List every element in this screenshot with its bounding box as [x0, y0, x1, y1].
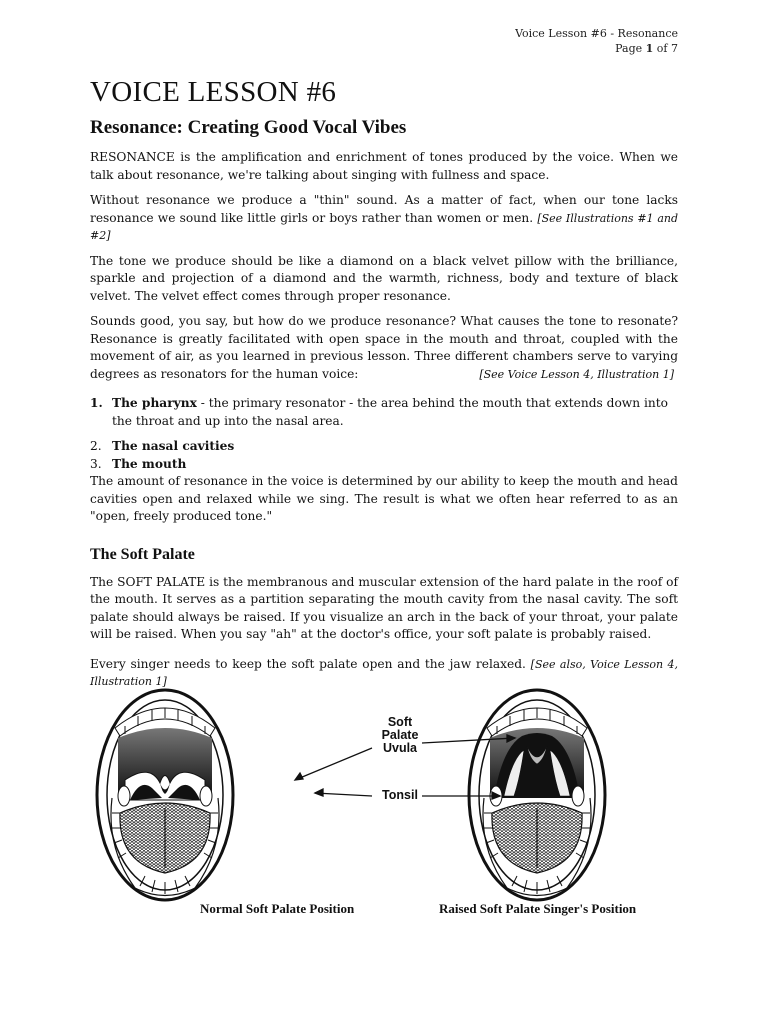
paragraph-resonance-definition: RESONANCE is the amplification and enrichment of tones produced by the voice. When we talk about resonance, we're talking about singing with fullness and space. — [90, 150, 678, 182]
list-item: 3. The mouth — [90, 456, 187, 471]
section-title-soft-palate: The Soft Palate — [90, 545, 195, 563]
page-subtitle: Resonance: Creating Good Vocal Vibes — [90, 117, 407, 138]
lesson-reference: [See Voice Lesson 4, Illustration 1] — [479, 367, 674, 381]
paragraph-open-tone: The amount of resonance in the voice is determined by our ability to keep the mouth and head cavities open and relaxed while we sing. The result is what we often hear referred to as an "open, freely produced tone." — [90, 474, 678, 523]
normal-mouth-drawing — [97, 690, 233, 900]
page-number: 1 — [645, 42, 654, 55]
illustration-reference: [See Illustrations #1 and #2] — [90, 211, 679, 242]
label-soft-palate: Soft Palate Uvula — [370, 716, 430, 755]
caption-normal-position: Normal Soft Palate Position — [200, 901, 355, 916]
lesson-reference-2: [See also, Voice Lesson 4, Illustration 1] — [90, 657, 678, 688]
document-body — [90, 76, 678, 699]
list-item: 2. The nasal cavities — [90, 439, 235, 453]
resonator-list — [90, 395, 678, 473]
raised-mouth-drawing — [469, 690, 605, 900]
caption-raised-position: Raised Soft Palate Singer's Position — [439, 901, 637, 916]
list-item: 1. The pharynx - the primary resonator - the area behind the mouth that extends down into the throat and up into the nasal area. — [90, 396, 668, 428]
page-indicator: Page 1 of 7 — [615, 42, 678, 55]
paragraph-thin-sound: Without resonance we produce a "thin" sound. As a matter of fact, when our tone lacks resonance we sound like little girls or boys rather than women or men. [See Illustrations #1 and #2] — [90, 193, 679, 242]
lesson-label: Voice Lesson #6 - Resonance — [515, 27, 678, 40]
paragraph-chambers: Sounds good, you say, but how do we produce resonance? What causes the tone to resonate? Resonance is greatly facilitated with open space in the mouth and throat, coupled with the movement of air, as you learned in previous lesson. Three different chambers serve to varying degrees as resonators for the human voice: [See Voice Lesson 4, Illustration 1] — [90, 313, 678, 383]
paragraph-diamond: The tone we produce should be like a diamond on a black velvet pillow with the brilliance, sparkle and projection of a diamond and the warmth, richness, body and texture of black velvet. The velvet effect comes through proper resonance. — [90, 253, 678, 303]
paragraph-soft-palate: The SOFT PALATE is the membranous and muscular extension of the hard palate in the roof of the mouth. It serves as a partition separating the mouth cavity from the nasal cavity. The soft palate should always be raised. If you visualize an arch in the back of your throat, your palate will be raised. When you say "ah" at the doctor's office, your soft palate is probably raised. — [90, 574, 678, 641]
mouth-illustration — [90, 688, 678, 928]
page-header — [515, 26, 678, 56]
label-tonsil: Tonsil — [382, 788, 418, 802]
page-title: VOICE LESSON #6 — [90, 76, 337, 108]
label-uvula: Uvula — [382, 741, 418, 755]
paragraph-singer-advice: Every singer needs to keep the soft palate open and the jaw relaxed. [See also, Voice Lesson 4, Illustration 1] — [90, 656, 678, 688]
